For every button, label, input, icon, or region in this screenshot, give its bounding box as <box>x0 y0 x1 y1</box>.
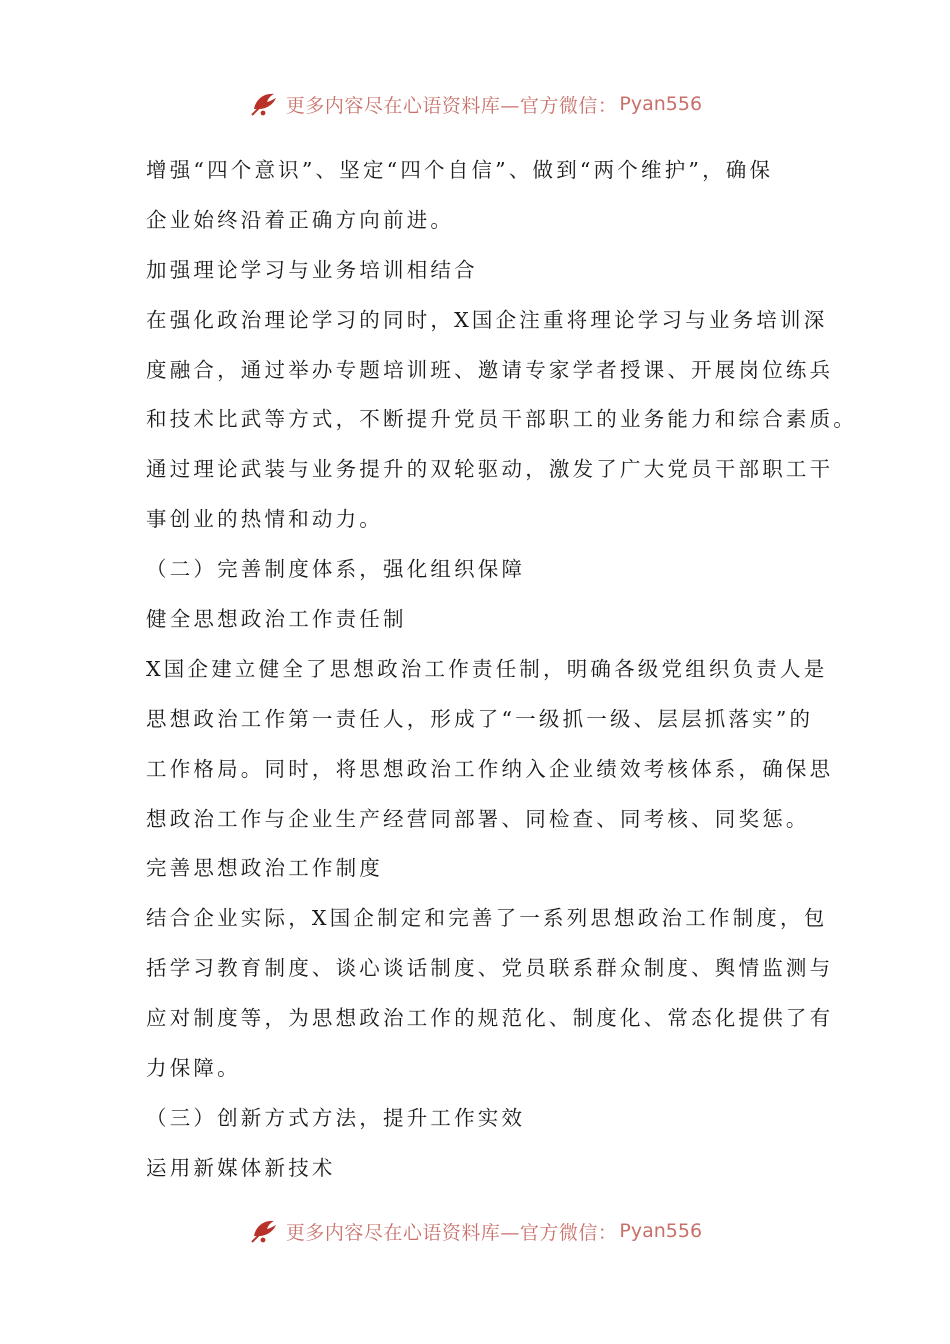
text-line: 和技术比武等方式，不断提升党员干部职工的业务能力和综合素质。 <box>146 407 857 432</box>
text-line: 想政治工作与企业生产经营同部署、同检查、同考核、同奖惩。 <box>146 806 810 831</box>
text-line: 增强“四个意识”、坚定“四个自信”、做到“两个维护”，确保 <box>146 158 774 182</box>
text-line: 通过理论武装与业务提升的双轮驱动，激发了广大党员干部职工干 <box>146 457 834 482</box>
text-line: 思想政治工作第一责任人，形成了“一级抓一级、层层抓落实”的 <box>146 706 814 731</box>
text-line: X国企建立健全了思想政治工作责任制，明确各级党组织负责人是 <box>146 656 828 681</box>
text-line: 度融合，通过举办专题培训班、邀请专家学者授课、开展岗位练兵 <box>146 357 834 382</box>
watermark-wechat-id: Pyan556 <box>619 1220 703 1242</box>
footer-watermark <box>0 1211 950 1251</box>
section-heading: 运用新媒体新技术 <box>146 1155 336 1180</box>
text-line: 力保障。 <box>146 1056 241 1081</box>
watermark-wechat-id: Pyan556 <box>619 93 703 115</box>
section-heading: 加强理论学习与业务培训相结合 <box>146 257 478 282</box>
watermark-text: 更多内容尽在心语资料库—官方微信： <box>285 1221 618 1244</box>
text-line: 事创业的热情和动力。 <box>146 507 383 532</box>
text-line: 应对制度等，为思想政治工作的规范化、制度化、常态化提供了有 <box>146 1006 834 1031</box>
text-line: 企业始终沿着正确方向前进。 <box>146 207 455 232</box>
quill-logo-icon <box>248 87 282 121</box>
section-heading: （二）完善制度体系，强化组织保障 <box>146 557 526 582</box>
text-line: 括学习教育制度、谈心谈话制度、党员联系群众制度、舆情监测与 <box>146 956 834 981</box>
document-body <box>146 146 857 1194</box>
watermark-text: 更多内容尽在心语资料库—官方微信： <box>285 94 618 117</box>
text-line: 在强化政治理论学习的同时，X国企注重将理论学习与业务培训深 <box>146 307 828 332</box>
section-heading: 健全思想政治工作责任制 <box>146 607 407 632</box>
section-heading: 完善思想政治工作制度 <box>146 856 383 881</box>
quill-logo-icon <box>248 1214 282 1248</box>
section-heading: （三）创新方式方法，提升工作实效 <box>146 1105 526 1130</box>
text-line: 结合企业实际，X国企制定和完善了一系列思想政治工作制度，包 <box>146 906 828 931</box>
header-watermark <box>0 84 950 124</box>
text-line: 工作格局。同时，将思想政治工作纳入企业绩效考核体系，确保思 <box>146 756 834 781</box>
